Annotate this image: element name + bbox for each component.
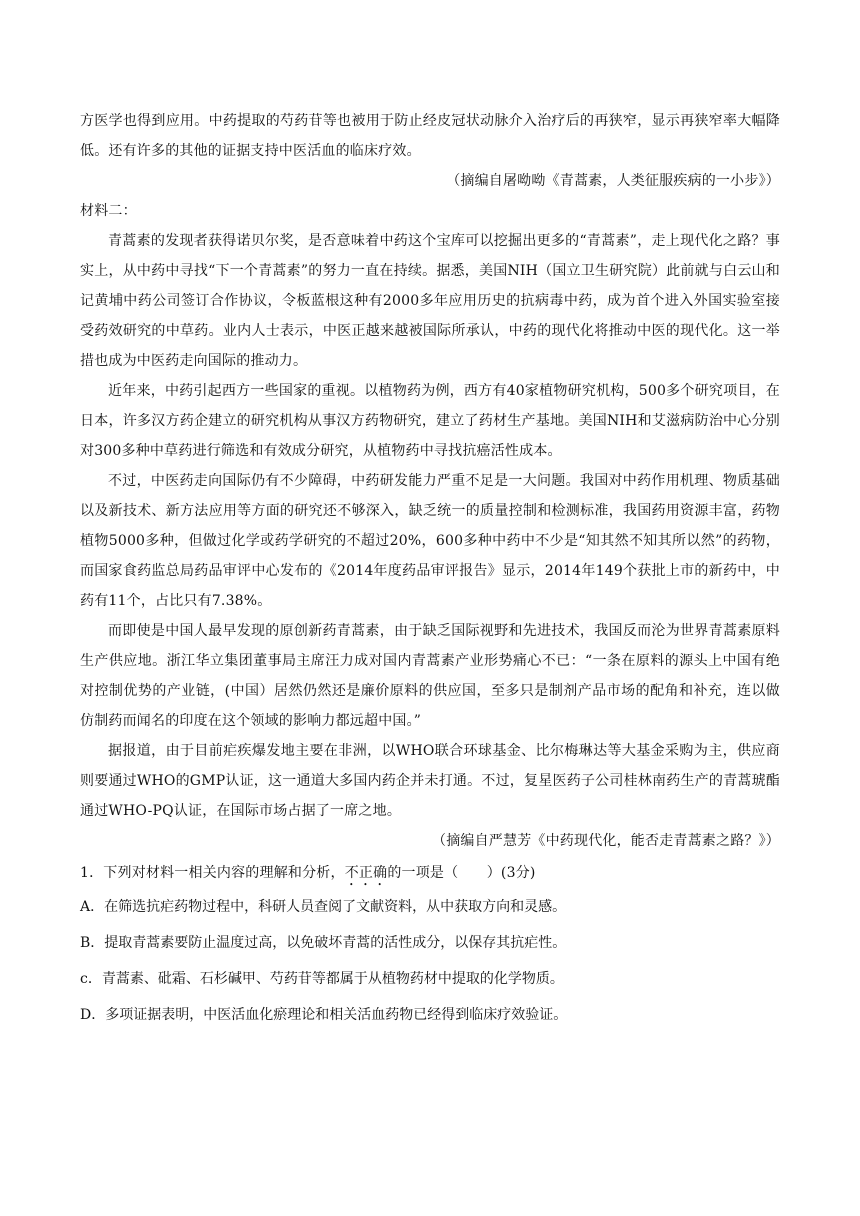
material2-source: （摘编自严慧芳《中药现代化，能否走青蒿素之路？》） [432,833,780,849]
material2-paragraph: 据报道，由于目前疟疾爆发地主要在非洲，以WHO联合环球基金、比尔梅琳达等大基金采购为主，供应商则要通过WHO的GMP认证，这一通道大多国内药企并未打通。不过，复星医药子公司桂林南药生产的青蒿琥酯通过WHO-PQ认证，在国际市场占据了一席之地。 [80,743,780,819]
question1-stem-emphasis: 不正确 [344,865,388,881]
question1-stem-before: 1．下列对材料一相关内容的理解和分析， [80,865,345,881]
passage1-source: （摘编自屠呦呦《青蒿素，人类征服疾病的一小步》） [446,173,780,189]
question1-stem [80,858,780,889]
question1-option-d: D．多项证据表明，中医活血化瘀理论和相关活血药物已经得到临床疗效验证。 [80,1007,568,1023]
question1-option-a: A．在筛选抗疟药物过程中，科研人员查阅了文献资料，从中获取方向和灵感。 [80,899,567,915]
question1-option-b: B．提取青蒿素要防止温度过高，以免破坏青蒿的活性成分，以保存其抗疟性。 [80,935,567,951]
material2-paragraph: 而即使是中国人最早发现的原创新药青蒿素，由于缺乏国际视野和先进技术，我国反而沦为世界青蒿素原料生产供应地。浙江华立集团董事局主席汪力成对国内青蒿素产业形势痛心不已：“一条在原料的源头上中国有绝对控制优势的产业链，(中国）居然仍然还是廉价原料的供应国，至多只是制剂产品市场的配角和补充，连以做仿制药而闻名的印度在这个领域的影响力都远超中国。” [80,623,780,729]
passage1-tail: 方医学也得到应用。中药提取的芍药苷等也被用于防止经皮冠状动脉介入治疗后的再狭窄，显示再狭窄率大幅降低。还有许多的其他的证据支持中医活血的临床疗效。 [80,113,780,159]
material2-paragraph: 青蒿素的发现者获得诺贝尔奖，是否意味着中药这个宝库可以挖掘出更多的“青蒿素”，走上现代化之路？事实上，从中药中寻找“下一个青蒿素”的努力一直在持续。据悉，美国NIH（国立卫生研究院）此前就与白云山和记黄埔中药公司签订合作协议，令板蓝根这种有2000多年应用历史的抗病毒中药，成为首个进入外国实验室接受药效研究的中草药。业内人士表示，中医正越来越被国际所承认，中药的现代化将推动中医的现代化。这一举措也成为中医药走向国际的推动力。 [80,233,780,369]
question1-option-c: c．青蒿素、砒霜、石杉碱甲、芍药苷等都属于从植物药材中提取的化学物质。 [80,971,564,987]
material2-label: 材料二： [80,203,137,219]
question1-stem-after: 的一项是（ ）(3分) [387,865,536,881]
material2-paragraph: 不过，中医药走向国际仍有不少障碍，中药研发能力严重不足是一大问题。我国对中药作用机理、物质基础以及新技术、新方法应用等方面的研究还不够深入，缺乏统一的质量控制和检测标准，我国药用资源丰富，药物植物5000多种，但做过化学或药学研究的不超过20%，600多种中药中不少是“知其然不知其所以然”的药物，而国家食药监总局药品审评中心发布的《2014年度药品审评报告》显示，2014年149个获批上市的新药中，中药有11个，占比只有7.38%。 [80,473,780,609]
material2-paragraph: 近年来，中药引起西方一些国家的重视。以植物药为例，西方有40家植物研究机构，500多个研究项目，在日本，许多汉方药企建立的研究机构从事汉方药物研究，建立了药材生产基地。美国NIH和艾滋病防治中心分别对300多种中草药进行筛选和有效成分研究，从植物药中寻找抗癌活性成本。 [80,383,780,459]
